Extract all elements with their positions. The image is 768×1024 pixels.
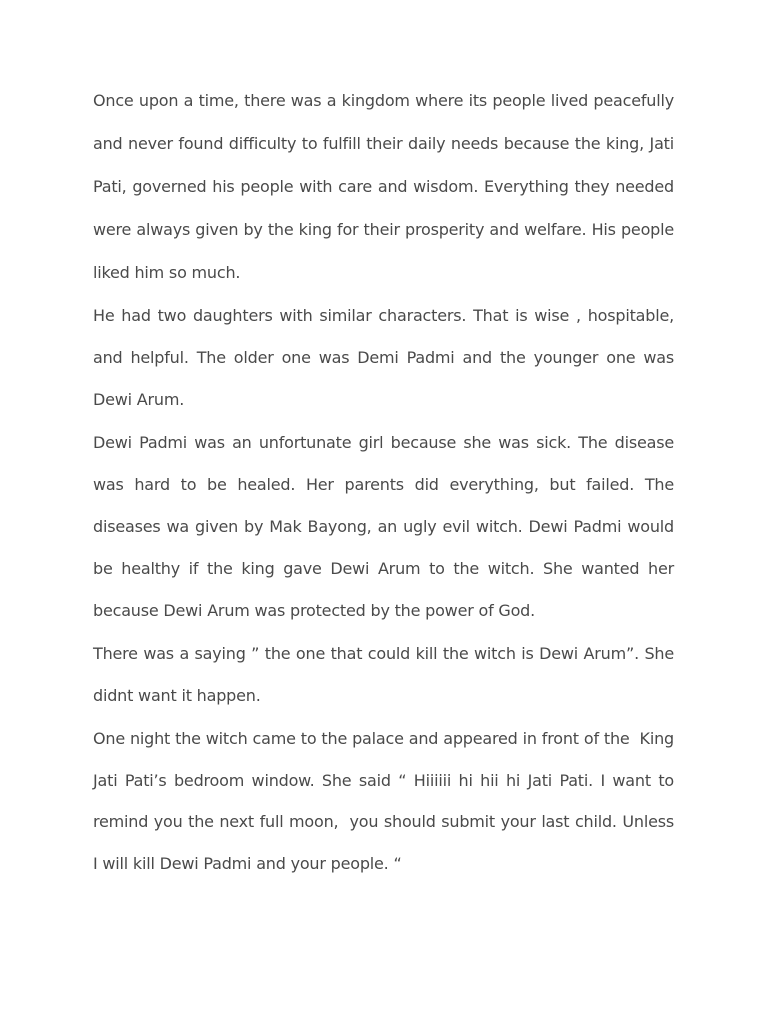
paragraph-5: One night the witch came to the palace and appeared in front of the King Jati Pati’s bedroom window. She said “ Hiiiiii hi hii hi Jati Pati. I want to remind you the next full moon, you should submit your last child. Unless I will kill Dewi Padmi and your people. “ <box>93 729 674 873</box>
document-page <box>93 79 674 884</box>
paragraph-3: Dewi Padmi was an unfortunate girl because she was sick. The disease was hard to be healed. Her parents did everything, but failed. The diseases wa given by Mak Bayong, an ugly evil witch. Dewi Padmi would be healthy if the king gave Dewi Arum to the witch. She wanted her because Dewi Arum was protected by the power of God. <box>93 433 674 620</box>
paragraph-4: There was a saying ” the one that could kill the witch is Dewi Arum”. She didnt want it happen. <box>93 644 674 705</box>
paragraph-2: He had two daughters with similar characters. That is wise , hospitable, and helpful. The older one was Demi Padmi and the younger one was Dewi Arum. <box>93 306 674 409</box>
paragraph-1: Once upon a time, there was a kingdom where its people lived peacefully and never found difficulty to fulfill their daily needs because the king, Jati Pati, governed his people with care and wisdom. Everything they needed were always given by the king for their prosperity and welfare. His people liked him so much. <box>93 91 674 282</box>
